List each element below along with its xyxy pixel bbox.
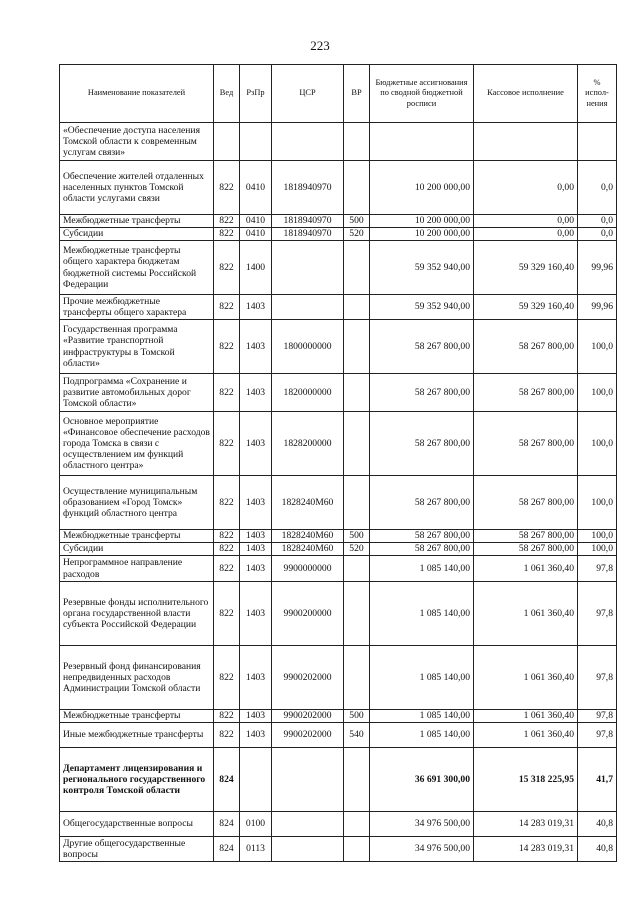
cell-rzpr: 0100 xyxy=(240,812,272,837)
table-row xyxy=(60,476,617,530)
cell-percent: 0,0 xyxy=(578,228,617,241)
cell-percent: 40,8 xyxy=(578,812,617,837)
cell-ved: 822 xyxy=(214,710,240,723)
budget-execution-table xyxy=(59,64,617,862)
cell-csr: 1828240М60 xyxy=(272,543,344,556)
cell-ved: 822 xyxy=(214,241,240,295)
cell-percent: 100,0 xyxy=(578,530,617,543)
cell-assignments xyxy=(370,123,474,161)
cell-assignments: 36 691 300,00 xyxy=(370,748,474,812)
cell-rzpr: 1403 xyxy=(240,295,272,320)
cell-vr xyxy=(344,748,370,812)
cell-cash: 1 061 360,40 xyxy=(474,556,578,582)
cell-vr xyxy=(344,295,370,320)
table-header-row xyxy=(60,65,617,123)
cell-assignments: 58 267 800,00 xyxy=(370,412,474,476)
cell-name: Межбюджетные трансферты xyxy=(60,530,214,543)
cell-ved: 822 xyxy=(214,374,240,412)
cell-vr xyxy=(344,812,370,837)
cell-vr: 520 xyxy=(344,228,370,241)
cell-rzpr: 1403 xyxy=(240,582,272,646)
cell-rzpr: 1403 xyxy=(240,723,272,748)
cell-ved: 822 xyxy=(214,161,240,215)
cell-rzpr: 1403 xyxy=(240,476,272,530)
cell-percent: 100,0 xyxy=(578,543,617,556)
table-row xyxy=(60,241,617,295)
table-row xyxy=(60,837,617,862)
cell-csr: 1828240М60 xyxy=(272,476,344,530)
cell-csr: 9900202000 xyxy=(272,723,344,748)
cell-assignments: 58 267 800,00 xyxy=(370,476,474,530)
cell-assignments: 34 976 500,00 xyxy=(370,837,474,862)
table-row xyxy=(60,320,617,374)
cell-ved: 822 xyxy=(214,320,240,374)
table-row xyxy=(60,228,617,241)
cell-name: Подпрограмма «Сохранение и развитие автомобильных дорог Томской области» xyxy=(60,374,214,412)
header-rzpr: РзПр xyxy=(240,65,272,123)
cell-name: Осуществление муниципальным образованием «Город Томск» функций областного центра xyxy=(60,476,214,530)
cell-vr: 500 xyxy=(344,710,370,723)
cell-percent: 100,0 xyxy=(578,320,617,374)
cell-percent: 97,8 xyxy=(578,710,617,723)
cell-vr xyxy=(344,837,370,862)
cell-ved: 822 xyxy=(214,723,240,748)
cell-vr: 520 xyxy=(344,543,370,556)
cell-assignments: 1 085 140,00 xyxy=(370,710,474,723)
cell-percent: 0,0 xyxy=(578,215,617,228)
cell-assignments: 58 267 800,00 xyxy=(370,320,474,374)
cell-rzpr: 1403 xyxy=(240,530,272,543)
cell-rzpr: 0410 xyxy=(240,228,272,241)
cell-rzpr: 1403 xyxy=(240,320,272,374)
header-assignments: Бюджетные ассигнования по сводной бюджетной росписи xyxy=(370,65,474,123)
cell-csr: 9900202000 xyxy=(272,646,344,710)
cell-vr xyxy=(344,123,370,161)
cell-vr: 500 xyxy=(344,215,370,228)
cell-percent: 0,0 xyxy=(578,161,617,215)
cell-csr: 1820000000 xyxy=(272,374,344,412)
cell-percent: 97,8 xyxy=(578,723,617,748)
cell-percent: 97,8 xyxy=(578,556,617,582)
cell-cash: 58 267 800,00 xyxy=(474,530,578,543)
cell-ved: 822 xyxy=(214,556,240,582)
cell-percent: 97,8 xyxy=(578,646,617,710)
cell-name: Иные межбюджетные трансферты xyxy=(60,723,214,748)
cell-name: Прочие межбюджетные трансферты общего характера xyxy=(60,295,214,320)
header-vr: ВР xyxy=(344,65,370,123)
header-name: Наименование показателей xyxy=(60,65,214,123)
cell-name: Резервный фонд финансирования непредвиденных расходов Администрации Томской области xyxy=(60,646,214,710)
cell-rzpr: 1403 xyxy=(240,543,272,556)
cell-percent: 100,0 xyxy=(578,374,617,412)
header-percent: % испол-нения xyxy=(578,65,617,123)
cell-percent: 99,96 xyxy=(578,241,617,295)
cell-csr: 1800000000 xyxy=(272,320,344,374)
cell-cash: 1 061 360,40 xyxy=(474,646,578,710)
cell-cash: 15 318 225,95 xyxy=(474,748,578,812)
cell-cash: 58 267 800,00 xyxy=(474,320,578,374)
cell-cash: 59 329 160,40 xyxy=(474,241,578,295)
cell-name: Государственная программа «Развитие транспортной инфраструктуры в Томской области» xyxy=(60,320,214,374)
cell-assignments: 58 267 800,00 xyxy=(370,374,474,412)
cell-ved: 822 xyxy=(214,228,240,241)
table-row xyxy=(60,161,617,215)
cell-cash: 58 267 800,00 xyxy=(474,476,578,530)
cell-vr: 500 xyxy=(344,530,370,543)
cell-csr: 1828240М60 xyxy=(272,530,344,543)
cell-ved: 824 xyxy=(214,812,240,837)
cell-cash: 0,00 xyxy=(474,228,578,241)
cell-cash: 0,00 xyxy=(474,215,578,228)
page-number: 223 xyxy=(310,38,330,53)
cell-csr: 1828200000 xyxy=(272,412,344,476)
cell-csr: 1818940970 xyxy=(272,228,344,241)
cell-assignments: 10 200 000,00 xyxy=(370,215,474,228)
cell-assignments: 59 352 940,00 xyxy=(370,295,474,320)
table-row xyxy=(60,582,617,646)
cell-cash: 14 283 019,31 xyxy=(474,837,578,862)
header-csr: ЦСР xyxy=(272,65,344,123)
table-row xyxy=(60,543,617,556)
table-row xyxy=(60,215,617,228)
cell-csr xyxy=(272,812,344,837)
header-cash: Кассовое исполнение xyxy=(474,65,578,123)
cell-assignments: 58 267 800,00 xyxy=(370,543,474,556)
cell-rzpr: 1403 xyxy=(240,646,272,710)
cell-ved: 822 xyxy=(214,582,240,646)
cell-name: Субсидии xyxy=(60,228,214,241)
cell-csr: 9900200000 xyxy=(272,582,344,646)
cell-ved xyxy=(214,123,240,161)
table-row xyxy=(60,530,617,543)
cell-rzpr xyxy=(240,748,272,812)
cell-csr xyxy=(272,241,344,295)
cell-percent: 97,8 xyxy=(578,582,617,646)
cell-vr xyxy=(344,161,370,215)
cell-name: Другие общегосударственные вопросы xyxy=(60,837,214,862)
cell-ved: 822 xyxy=(214,295,240,320)
cell-name: Субсидии xyxy=(60,543,214,556)
cell-name: Обеспечение жителей отдаленных населенных пунктов Томской области услугами связи xyxy=(60,161,214,215)
cell-csr: 1818940970 xyxy=(272,215,344,228)
cell-vr xyxy=(344,556,370,582)
cell-csr xyxy=(272,295,344,320)
table-row xyxy=(60,710,617,723)
cell-percent: 41,7 xyxy=(578,748,617,812)
cell-vr xyxy=(344,412,370,476)
cell-ved: 822 xyxy=(214,543,240,556)
cell-assignments: 58 267 800,00 xyxy=(370,530,474,543)
cell-assignments: 34 976 500,00 xyxy=(370,812,474,837)
cell-assignments: 10 200 000,00 xyxy=(370,228,474,241)
cell-percent: 99,96 xyxy=(578,295,617,320)
cell-name: Межбюджетные трансферты xyxy=(60,710,214,723)
cell-assignments: 1 085 140,00 xyxy=(370,723,474,748)
cell-percent: 100,0 xyxy=(578,412,617,476)
cell-assignments: 10 200 000,00 xyxy=(370,161,474,215)
cell-rzpr: 1403 xyxy=(240,412,272,476)
cell-ved: 824 xyxy=(214,748,240,812)
cell-rzpr: 0410 xyxy=(240,215,272,228)
cell-name: Межбюджетные трансферты xyxy=(60,215,214,228)
table-row xyxy=(60,374,617,412)
cell-rzpr: 1403 xyxy=(240,556,272,582)
cell-csr: 9900202000 xyxy=(272,710,344,723)
cell-vr xyxy=(344,582,370,646)
cell-rzpr: 1403 xyxy=(240,710,272,723)
cell-cash: 1 061 360,40 xyxy=(474,582,578,646)
cell-cash: 59 329 160,40 xyxy=(474,295,578,320)
table-row xyxy=(60,748,617,812)
table-row xyxy=(60,723,617,748)
cell-csr: 1818940970 xyxy=(272,161,344,215)
cell-csr: 9900000000 xyxy=(272,556,344,582)
cell-vr xyxy=(344,374,370,412)
cell-percent: 100,0 xyxy=(578,476,617,530)
cell-name: Межбюджетные трансферты общего характера бюджетам бюджетной системы Российской Федерации xyxy=(60,241,214,295)
cell-percent xyxy=(578,123,617,161)
cell-vr xyxy=(344,646,370,710)
cell-cash: 14 283 019,31 xyxy=(474,812,578,837)
header-ved: Вед xyxy=(214,65,240,123)
table-row xyxy=(60,412,617,476)
cell-cash xyxy=(474,123,578,161)
table-row xyxy=(60,812,617,837)
cell-assignments: 1 085 140,00 xyxy=(370,646,474,710)
cell-vr xyxy=(344,476,370,530)
table-row xyxy=(60,556,617,582)
cell-rzpr: 1403 xyxy=(240,374,272,412)
cell-ved: 822 xyxy=(214,215,240,228)
cell-name: Общегосударственные вопросы xyxy=(60,812,214,837)
cell-rzpr: 0410 xyxy=(240,161,272,215)
cell-vr xyxy=(344,320,370,374)
cell-percent: 40,8 xyxy=(578,837,617,862)
cell-cash: 58 267 800,00 xyxy=(474,374,578,412)
cell-rzpr xyxy=(240,123,272,161)
table-row xyxy=(60,123,617,161)
cell-cash: 1 061 360,40 xyxy=(474,710,578,723)
cell-assignments: 1 085 140,00 xyxy=(370,556,474,582)
cell-ved: 822 xyxy=(214,646,240,710)
cell-csr xyxy=(272,123,344,161)
table-row xyxy=(60,646,617,710)
cell-name: Непрограммное направление расходов xyxy=(60,556,214,582)
cell-rzpr: 1400 xyxy=(240,241,272,295)
cell-assignments: 1 085 140,00 xyxy=(370,582,474,646)
cell-rzpr: 0113 xyxy=(240,837,272,862)
cell-ved: 822 xyxy=(214,476,240,530)
cell-cash: 58 267 800,00 xyxy=(474,412,578,476)
table-row xyxy=(60,295,617,320)
cell-csr xyxy=(272,748,344,812)
cell-name: Департамент лицензирования и регионального государственного контроля Томской области xyxy=(60,748,214,812)
cell-ved: 822 xyxy=(214,412,240,476)
cell-name: «Обеспечение доступа населения Томской области к современным услугам связи» xyxy=(60,123,214,161)
cell-name: Резервные фонды исполнительного органа государственной власти субъекта Российской Федерации xyxy=(60,582,214,646)
cell-cash: 1 061 360,40 xyxy=(474,723,578,748)
cell-assignments: 59 352 940,00 xyxy=(370,241,474,295)
cell-ved: 822 xyxy=(214,530,240,543)
cell-ved: 824 xyxy=(214,837,240,862)
cell-name: Основное мероприятие «Финансовое обеспечение расходов города Томска в связи с осуществлением им функций областного центра» xyxy=(60,412,214,476)
cell-csr xyxy=(272,837,344,862)
cell-cash: 58 267 800,00 xyxy=(474,543,578,556)
cell-cash: 0,00 xyxy=(474,161,578,215)
cell-vr: 540 xyxy=(344,723,370,748)
cell-vr xyxy=(344,241,370,295)
